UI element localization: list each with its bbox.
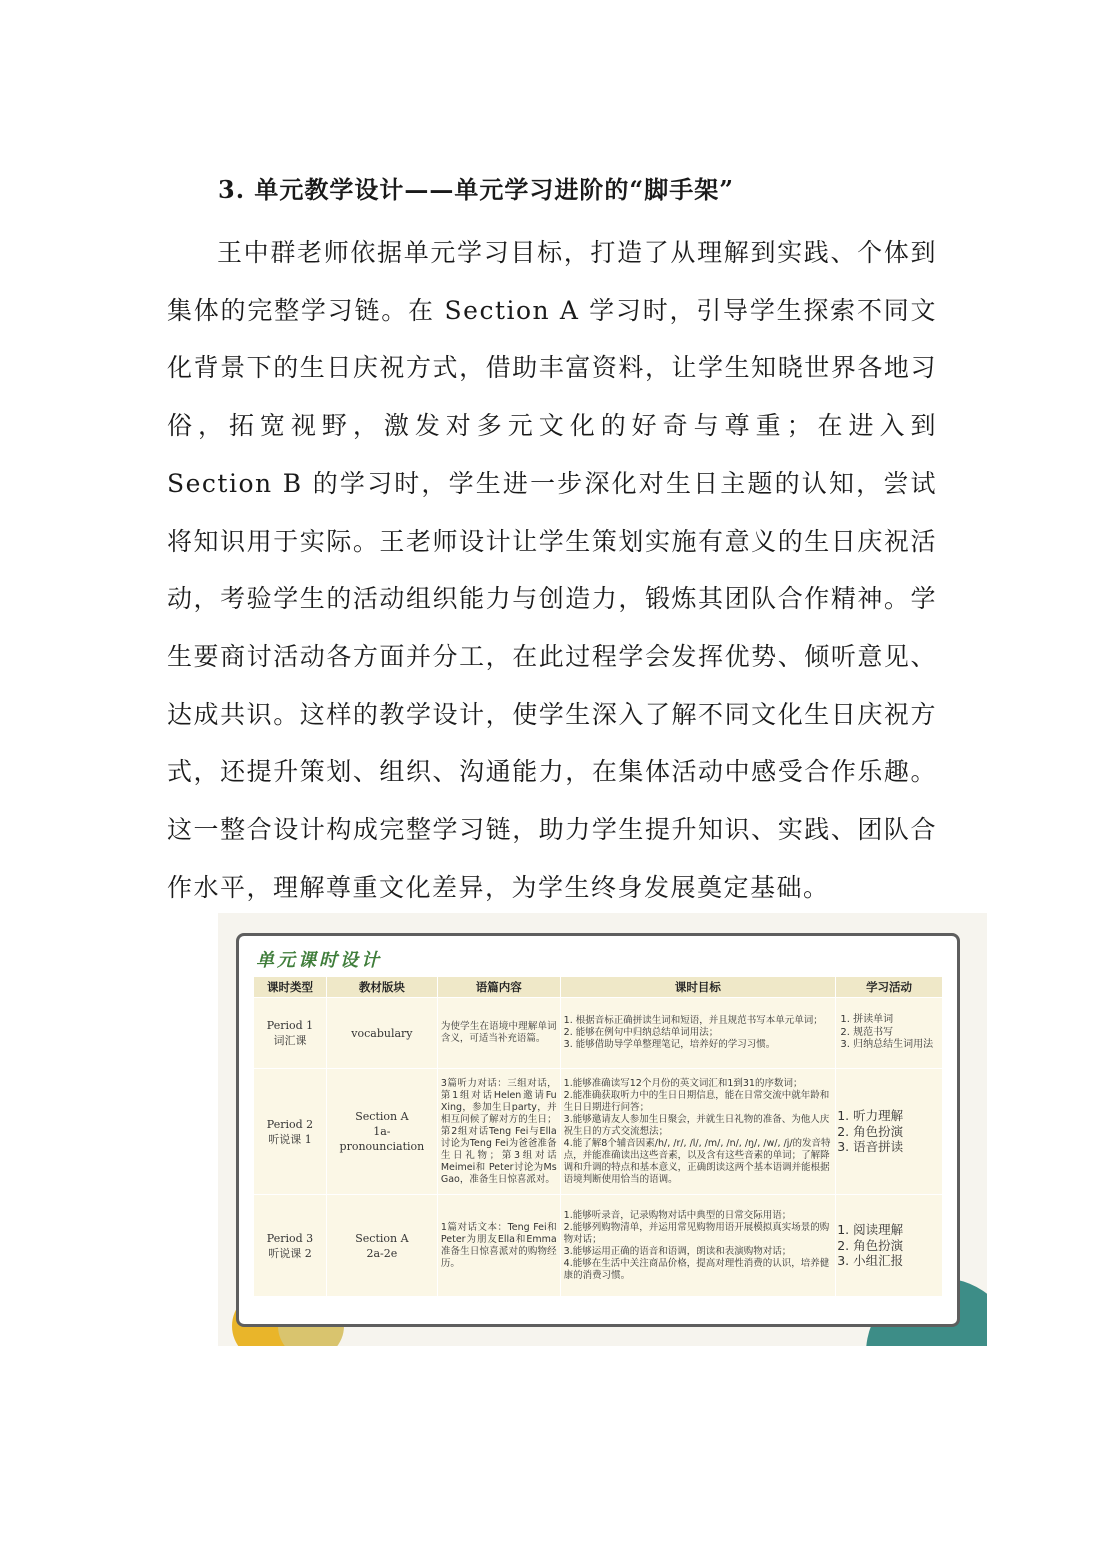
section-heading: 3. 单元教学设计——单元学习进阶的“脚手架” — [218, 175, 735, 204]
card-title: 单元课时设计 — [256, 950, 382, 971]
table-header-row — [254, 977, 943, 998]
block-cell: vocabulary — [326, 998, 437, 1069]
block-cell: Section A 2a-2e — [326, 1195, 437, 1297]
goals-cell: 1. 根据音标正确拼读生词和短语，并且规范书写本单元单词； 2. 能够在例句中归纳总结单词用法； 3. 能够借助导学单整理笔记，培养好的学习习惯。 — [560, 998, 835, 1069]
period-cell: Period 2 听说课 1 — [254, 1069, 327, 1195]
lesson-table — [253, 976, 943, 1297]
header-cell: 课时类型 — [254, 977, 327, 998]
activities-cell: 1. 拼读单词 2. 规范书写 3. 归纳总结生词用法 — [836, 998, 943, 1069]
content-cell: 1篇对话文本：Teng Fei和Peter为朋友Ella和Emma准备生日惊喜派对的购物经历。 — [437, 1195, 560, 1297]
table-row — [254, 1195, 943, 1297]
period-cell: Period 3 听说课 2 — [254, 1195, 327, 1297]
activities-cell: 1. 阅读理解 2. 角色扮演 3. 小组汇报 — [836, 1195, 943, 1297]
content-cell: 3篇听力对话：三组对话，第1组对话Helen邀请Fu Xing，参加生日party，并相互问候了解对方的生日；第2组对话Teng Fei与Ella讨论为Teng Fei为爸爸准备生日礼物；第3组对话Meimei和 Peter讨论为Ms Gao，准备生日惊喜派对。 — [437, 1069, 560, 1195]
body-paragraph: 王中群老师依据单元学习目标，打造了从理解到实践、个体到集体的完整学习链。在 Section A 学习时，引导学生探索不同文化背景下的生日庆祝方式，借助丰富资料，让学生知晓世界各地习俗，拓宽视野，激发对多元文化的好奇与尊重；在进入到 Section B 的学习时，学生进一步深化对生日主题的认知，尝试将知识用于实际。王老师设计让学生策划实施有意义的生日庆祝活动，考验学生的活动组织能力与创造力，锻炼其团队合作精神。学生要商讨活动各方面并分工，在此过程学会发挥优势、倾听意见、达成共识。这样的教学设计，使学生深入了解不同文化生日庆祝方式，还提升策划、组织、沟通能力，在集体活动中感受合作乐趣。这一整合设计构成完整学习链，助力学生提升知识、实践、团队合作水平，理解尊重文化差异，为学生终身发展奠定基础。 — [167, 238, 937, 902]
lesson-design-figure — [218, 913, 987, 1346]
content-cell: 为使学生在语境中理解单词含义，可适当补充语篇。 — [437, 998, 560, 1069]
header-cell: 教材版块 — [326, 977, 437, 998]
header-cell: 学习活动 — [836, 977, 943, 998]
goals-cell: 1.能够准确读写12个月份的英文词汇和1到31的序数词； 2.能准确获取听力中的生日日期信息，能在日常交流中就年龄和生日日期进行问答； 3.能够邀请友人参加生日聚会，并就生日礼物的准备、为他人庆祝生日的方式交流想法； 4.能了解8个辅音因素/h/, /r/, /l/, /m/, /n/, /ŋ/, /w/, /j/的发音特点，并能准确读出这些音素，以及含有这些音素的单词；了解降调和升调的特点和基本意义，正确朗读这两个基本语调并能根据语境判断使用恰当的语调。 — [560, 1069, 835, 1195]
block-cell: Section A 1a- pronounciation — [326, 1069, 437, 1195]
table-row — [254, 1069, 943, 1195]
period-cell: Period 1 词汇课 — [254, 998, 327, 1069]
header-cell: 课时目标 — [560, 977, 835, 998]
table-row — [254, 998, 943, 1069]
header-cell: 语篇内容 — [437, 977, 560, 998]
goals-cell: 1.能够听录音，记录购物对话中典型的日常交际用语； 2.能够列购物清单，并运用常见购物用语开展模拟真实场景的购物对话； 3.能够运用正确的语音和语调，朗读和表演购物对话； 4.能够在生活中关注商品价格，提高对理性消费的认识，培养健康的消费习惯。 — [560, 1195, 835, 1297]
lesson-card — [236, 933, 960, 1327]
activities-cell: 1. 听力理解 2. 角色扮演 3. 语音拼读 — [836, 1069, 943, 1195]
